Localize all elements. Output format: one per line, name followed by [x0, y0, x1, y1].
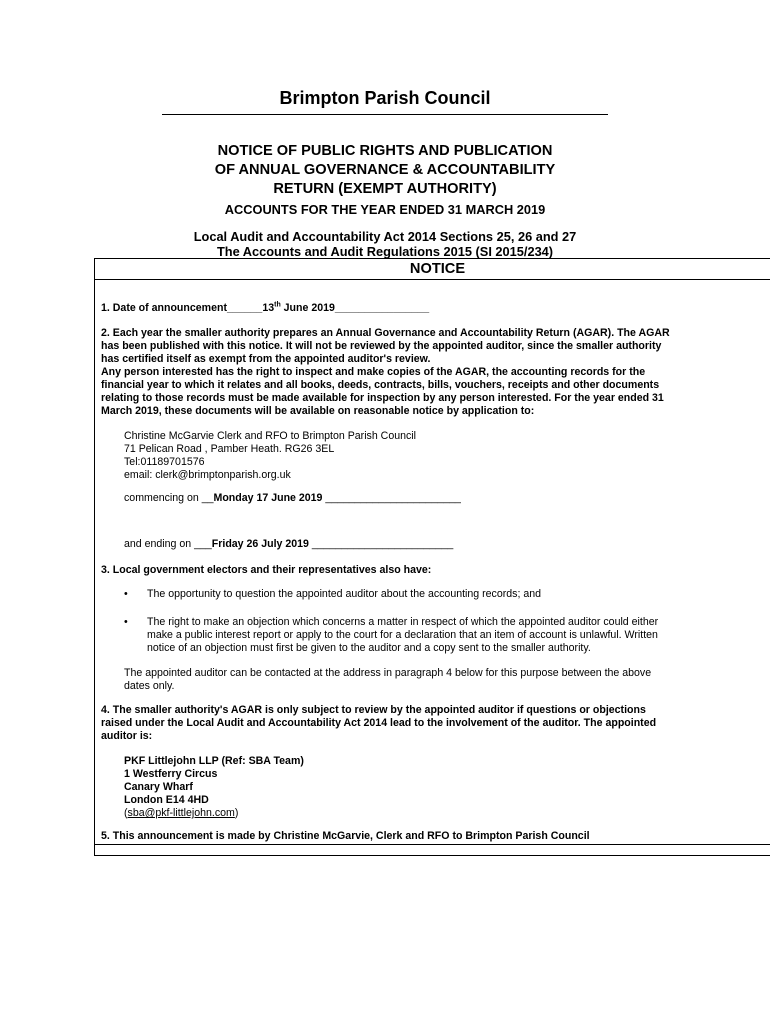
clerk-contact	[124, 430, 769, 482]
notice-title-line-1: NOTICE OF PUBLIC RIGHTS AND PUBLICATION	[217, 143, 553, 159]
bullet-line: notice of an objection must first be given to the auditor and a copy sent to the smaller authority.	[147, 642, 591, 654]
date-prefix: 1. Date of announcement______13	[101, 302, 275, 314]
commencing-suffix: _______________________	[322, 492, 461, 504]
bullet-dot: •	[124, 588, 128, 600]
paragraph-1	[101, 302, 769, 315]
regs-line: The Accounts and Audit Regulations 2015 (SI 2015/234)	[216, 244, 554, 259]
notice-heading: NOTICE	[95, 259, 770, 280]
bullet-line: The right to make an objection which concerns a matter in respect of which the appointed auditor could either	[147, 616, 659, 628]
ending-prefix: and ending on ___	[124, 538, 212, 550]
ending-suffix: ________________________	[308, 538, 454, 550]
notice-title-line-2: OF ANNUAL GOVERNANCE & ACCOUNTABILITY	[214, 162, 556, 178]
auditor-contact-note	[124, 667, 769, 693]
paragraph-4	[101, 704, 769, 743]
p4-line: 4. The smaller authority's AGAR is only subject to review by the appointed auditor if questions or objections	[101, 704, 646, 716]
bullet-dot: •	[124, 616, 128, 628]
legislation	[0, 229, 770, 259]
bullet-1	[147, 588, 769, 601]
auditor-email-link[interactable]: sba@pkf-littlejohn.com	[127, 807, 235, 819]
auditor-email-line: (sba@pkf-littlejohn.com)	[124, 807, 239, 819]
bullet-2	[147, 616, 769, 655]
auditor-address	[124, 755, 769, 820]
p2-line: financial year to which it relates and all books, deeds, contracts, bills, vouchers, receipts and other documents	[101, 379, 660, 391]
p2-line: March 2019, these documents will be available on reasonable notice by application to:	[101, 405, 535, 417]
bullet-line: make a public interest report or apply to the court for a declaration that an item of account is unlawful. Written	[147, 629, 658, 641]
p4-line: auditor is:	[101, 730, 153, 742]
auditor-street: 1 Westferry Circus	[124, 768, 218, 780]
notice-box-footer-rule	[95, 844, 770, 845]
p2-line: 2. Each year the smaller authority prepares an Annual Governance and Accountability Return (AGAR). The AGAR	[101, 327, 670, 339]
auditor-area: Canary Wharf	[124, 781, 193, 793]
p2-line: has certified itself as exempt from the appointed auditor's review.	[101, 353, 431, 365]
p2-line: relating to those records must be made available for inspection by any person interested. For the year ended 31	[101, 392, 664, 404]
title-rule	[162, 114, 608, 115]
commencing-value: Monday 17 June 2019	[213, 492, 323, 504]
act-line: Local Audit and Accountability Act 2014 Sections 25, 26 and 27	[193, 229, 577, 244]
clerk-name: Christine McGarvie Clerk and RFO to Brimpton Parish Council	[124, 430, 417, 442]
p4-line: raised under the Local Audit and Accountability Act 2014 lead to the involvement of the auditor. The appointed	[101, 717, 657, 729]
paragraph-2	[101, 327, 769, 418]
auditor-firm: PKF Littlejohn LLP (Ref: SBA Team)	[124, 755, 304, 767]
auditor-note-line: dates only.	[124, 680, 175, 692]
p2-line: has been published with this notice. It will not be reviewed by the appointed auditor, since the smaller authority	[101, 340, 662, 352]
ending-value: Friday 26 July 2019	[211, 538, 309, 550]
auditor-note-line: The appointed auditor can be contacted at the address in paragraph 4 below for this purpose between the above	[124, 667, 652, 679]
auditor-city: London E14 4HD	[124, 794, 209, 806]
notice-title-line-3: RETURN (EXEMPT AUTHORITY)	[273, 181, 497, 197]
clerk-email: email: clerk@brimptonparish.org.uk	[124, 469, 291, 481]
commencing-prefix: commencing on __	[124, 492, 214, 504]
bullet-line: The opportunity to question the appointed auditor about the accounting records; and	[147, 588, 542, 600]
p2-line: Any person interested has the right to inspect and make copies of the AGAR, the accounting records for the	[101, 366, 646, 378]
paragraph-5: 5. This announcement is made by Christine McGarvie, Clerk and RFO to Brimpton Parish Council	[101, 830, 590, 842]
council-name: Brimpton Parish Council	[279, 88, 491, 108]
date-suffix: June 2019________________	[280, 302, 430, 314]
accounts-year: ACCOUNTS FOR THE YEAR ENDED 31 MARCH 2019	[224, 202, 546, 217]
ending-date	[124, 538, 769, 551]
paragraph-3-heading: 3. Local government electors and their representatives also have:	[101, 564, 432, 576]
commencing-date	[124, 492, 769, 505]
date-suffix-th: th	[274, 301, 281, 309]
notice-title	[0, 142, 770, 199]
clerk-address: 71 Pelican Road , Pamber Heath. RG26 3EL	[124, 443, 335, 455]
clerk-tel: Tel:01189701576	[124, 456, 205, 468]
